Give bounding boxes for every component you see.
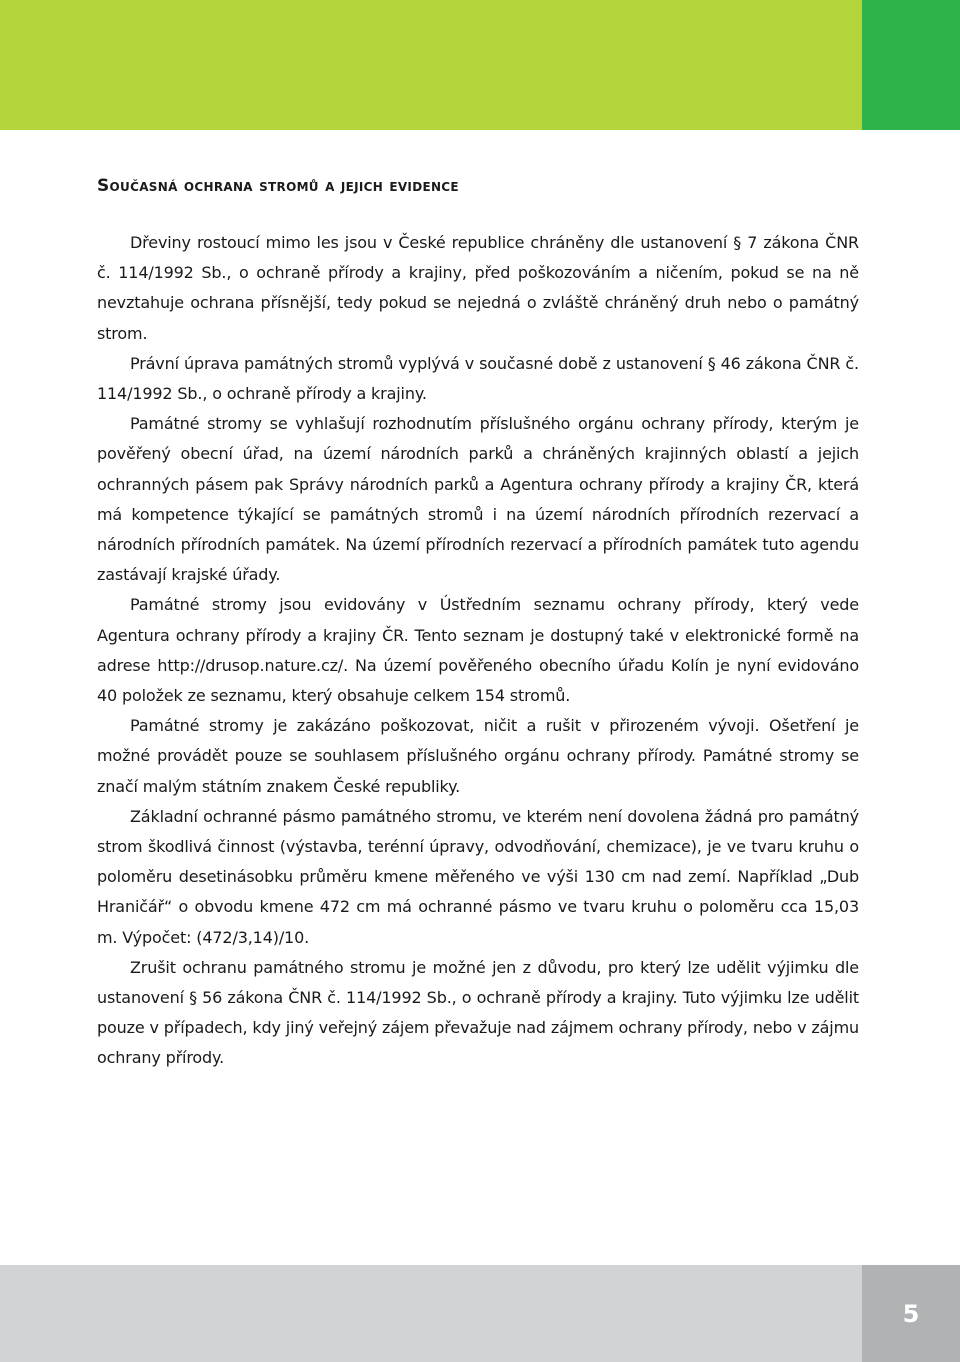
footer-band-edge (862, 1265, 960, 1362)
header-band (0, 0, 960, 130)
section-heading: Současná ochrana stromů a jejich evidence (97, 176, 459, 196)
footer-band-main (0, 1265, 862, 1362)
paragraph-4: Památné stromy jsou evidovány v Ústředním seznamu ochrany přírody, který vede Agentura ochrany přírody a krajiny ČR. Tento seznam je dostupný také v elektronické formě na adrese http://drusop.nature.cz/. Na území pověřeného obecního úřadu Kolín je nyní evidováno 40 položek ze seznamu, který obsahuje celkem 154 stromů. (97, 595, 859, 706)
page-content (97, 170, 859, 1074)
paragraph-5: Památné stromy je zakázáno poškozovat, ničit a rušit v přirozeném vývoji. Ošetření je možné provádět pouze se souhlasem příslušného orgánu ochrany přírody. Památné stromy se značí malým státním znakem České republiky. (97, 716, 859, 796)
paragraph-2: Právní úprava památných stromů vyplývá v současné době z ustanovení § 46 zákona ČNR č. 114/1992 Sb., o ochraně přírody a krajiny. (97, 353, 859, 404)
header-band-edge (862, 0, 960, 130)
paragraph-7: Zrušit ochranu památného stromu je možné jen z důvodu, pro který lze udělit výjimku dle ustanovení § 56 zákona ČNR č. 114/1992 Sb., o ochraně přírody a krajiny. Tuto výjimku lze udělit pouze v případech, kdy jiný veřejný zájem převažuje nad zájmem ochrany přírody, nebo v zájmu ochrany přírody. (97, 957, 859, 1068)
paragraph-6: Základní ochranné pásmo památného stromu, ve kterém není dovolena žádná pro památný strom škodlivá činnost (výstavba, terénní úpravy, odvodňování, chemizace), je ve tvaru kruhu o poloměru desetinásobku průměru kmene měřeného ve výši 130 cm nad zemí. Například „Dub Hraničář“ o obvodu kmene 472 cm má ochranné pásmo ve tvaru kruhu o poloměru cca 15,03 m. Výpočet: (472/3,14)/10. (97, 806, 859, 947)
paragraph-3: Památné stromy se vyhlašují rozhodnutím příslušného orgánu ochrany přírody, kterým je pověřený obecní úřad, na území národních parků a chráněných krajinných oblastí a jejich ochranných pásem pak Správy národních parků a Agentura ochrany přírody a krajiny ČR, která má kompetence týkající se památných stromů i na území národních přírodních rezervací a národních přírodních památek. Na území přírodních rezervací a přírodních památek tuto agendu zastávají krajské úřady. (97, 414, 859, 585)
paragraph-1: Dřeviny rostoucí mimo les jsou v České republice chráněny dle ustanovení § 7 zákona ČNR č. 114/1992 Sb., o ochraně přírody a krajiny, před poškozováním a ničením, pokud se na ně nevztahuje ochrana přísnější, tedy pokud se nejedná o zvláště chráněný druh nebo o památný strom. (97, 233, 859, 343)
footer-band (0, 1265, 960, 1362)
header-band-main (0, 0, 862, 130)
page-number: 5 (902, 1299, 920, 1328)
